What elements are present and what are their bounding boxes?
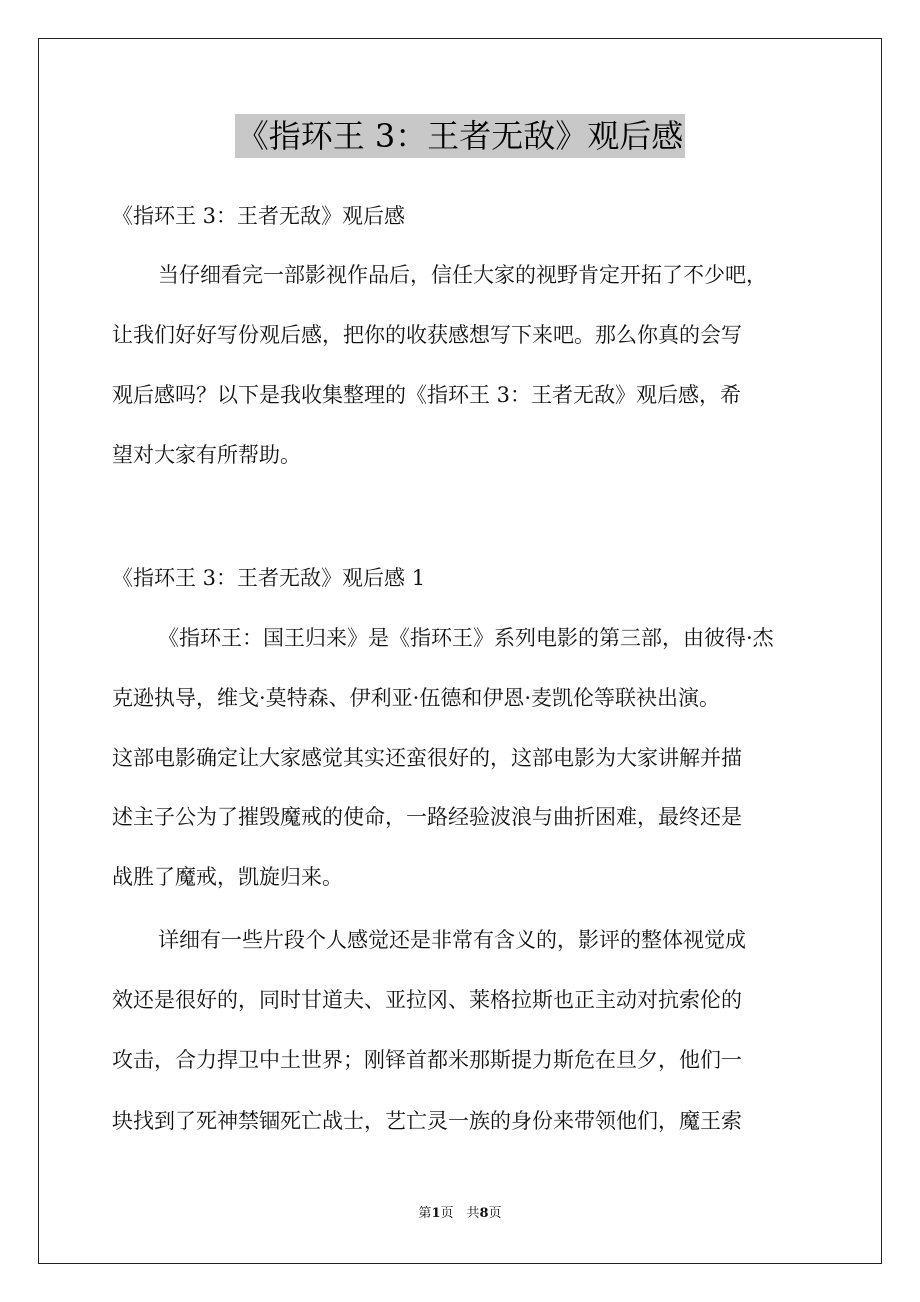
intro-line: 望对大家有所帮助。 [112,443,301,467]
body-line: 战胜了魔戒，凯旋归来。 [112,865,343,889]
intro-line: 观后感吗？以下是我收集整理的《指环王 3：王者无敌》观后感，希 [112,383,742,407]
title-wrap [0,114,920,158]
document-title: 《指环王 3：王者无敌》观后感 [235,114,686,158]
footer-current-page: 1 [431,1206,441,1221]
document-subtitle: 《指环王 3：王者无敌》观后感 [112,204,406,228]
footer-prefix: 第 [418,1206,432,1221]
body-line: 效还是很好的，同时甘道夫、亚拉冈、莱格拉斯也正主动对抗索伦的 [112,988,742,1012]
intro-line: 当仔细看完一部影视作品后，信任大家的视野肯定开拓了不少吧， [158,263,767,287]
page-footer [0,1205,920,1223]
body-line: 攻击，合力捍卫中土世界；刚铎首都米那斯提力斯危在旦夕，他们一 [112,1048,742,1072]
intro-line: 让我们好好写份观后感，把你的收获感想写下来吧。那么你真的会写 [112,323,742,347]
footer-suffix: 页 [488,1206,502,1221]
body-line: 《指环王：国王归来》是《指环王》系列电影的第三部，由彼得·杰 [158,626,774,650]
footer-total-pages: 8 [479,1206,489,1221]
body-line: 详细有一些片段个人感觉还是非常有含义的，影评的整体视觉成 [158,928,746,952]
footer-mid: 页 共 [440,1206,480,1221]
body-line: 克逊执导，维戈·莫特森、伊利亚·伍德和伊恩·麦凯伦等联袂出演。 [112,686,721,710]
section-heading: 《指环王 3：王者无敌》观后感 1 [112,566,426,590]
body-line: 块找到了死神禁锢死亡战士，艺亡灵一族的身份来带领他们，魔王索 [112,1109,742,1133]
body-line: 这部电影确定让大家感觉其实还蛮很好的，这部电影为大家讲解并描 [112,746,742,770]
body-line: 述主子公为了摧毁魔戒的使命，一路经验波浪与曲折困难，最终还是 [112,805,742,829]
